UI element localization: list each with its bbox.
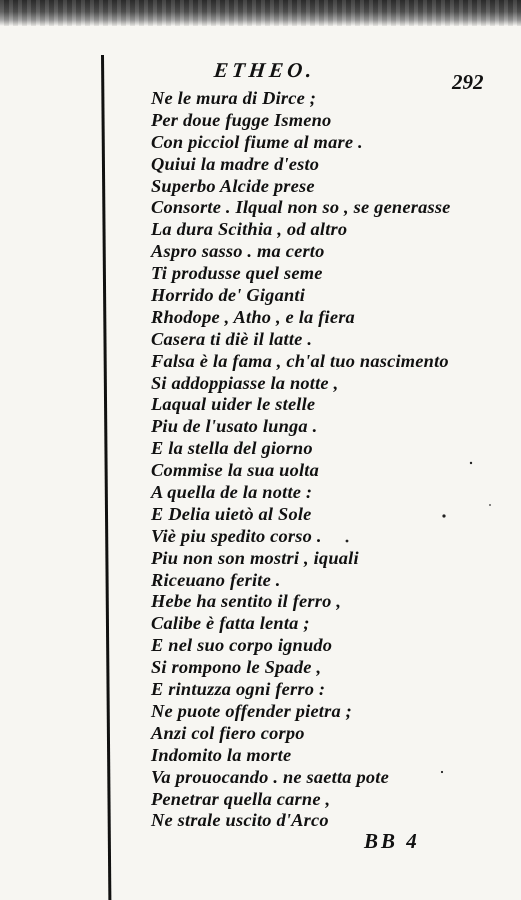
verse-line: Viè piu spedito corso .: [151, 525, 322, 546]
verse-line: Casera ti diè il latte .: [151, 328, 313, 349]
verse-line: Superbo Alcide prese: [151, 175, 315, 196]
binding-gutter-line: [101, 55, 111, 900]
verse-line: Laqual uider le stelle: [151, 394, 316, 415]
verse-line: Va prouocando . ne saetta pote: [151, 766, 389, 787]
verse-line: Commise la sua uolta: [151, 460, 320, 481]
verse-line: A quella de la notte :: [151, 482, 313, 503]
verse-line: Aspro sasso . ma certo: [151, 241, 325, 262]
verse-line: Calibe è fatta lenta ;: [151, 613, 310, 634]
verse-line: Ne le mura di Dirce ;: [151, 88, 317, 108]
verse-line: E nel suo corpo ignudo: [151, 635, 333, 656]
running-title: ETHEO.: [212, 58, 317, 82]
verse-line: Hebe ha sentito il ferro ,: [151, 591, 342, 612]
scan-top-edge: [0, 0, 521, 26]
verse-line: E Delia uietò al Sole: [151, 503, 312, 524]
verse-line: E la stella del giorno: [151, 438, 313, 459]
verse-line: Indomito la morte: [151, 744, 292, 765]
ink-speck: [489, 504, 491, 506]
poem-text: [151, 88, 471, 832]
verse-line: Si rompono le Spade ,: [151, 657, 322, 678]
verse-line: Piu non son mostri , iquali: [151, 547, 359, 568]
verse-line: Per doue fugge Ismeno: [151, 109, 332, 130]
verse-line: Anzi col fiero corpo: [151, 722, 305, 743]
signature-mark: BB 4: [364, 829, 420, 853]
verse-line: Piu de l'usato lunga .: [151, 416, 318, 437]
verse-line: Falsa è la fama , ch'al tuo nascimento: [151, 350, 449, 371]
verse-line: Con picciol fiume al mare .: [151, 131, 363, 152]
verse-line: Ti produsse quel seme: [151, 263, 323, 284]
verse-line: Consorte . Ilqual non so , se generasse: [151, 197, 451, 218]
verse-line: Ne strale uscito d'Arco: [151, 810, 329, 831]
verse-line: Ne puote offender pietra ;: [151, 700, 352, 721]
verse-line: Penetrar quella carne ,: [151, 788, 331, 809]
verse-line: E rintuzza ogni ferro :: [151, 679, 326, 700]
verse-line: La dura Scithia , od altro: [151, 219, 348, 240]
verse-line: Riceuano ferite .: [151, 569, 281, 590]
verse-line: Quiui la madre d'esto: [151, 153, 320, 174]
verse-line: Si addoppiasse la notte ,: [151, 372, 339, 393]
verse-line: Rhodope , Atho , e la fiera: [151, 306, 355, 327]
page-number: 292: [452, 70, 484, 94]
verse-line: Horrido de' Giganti: [151, 285, 306, 306]
page-header: [0, 58, 521, 92]
